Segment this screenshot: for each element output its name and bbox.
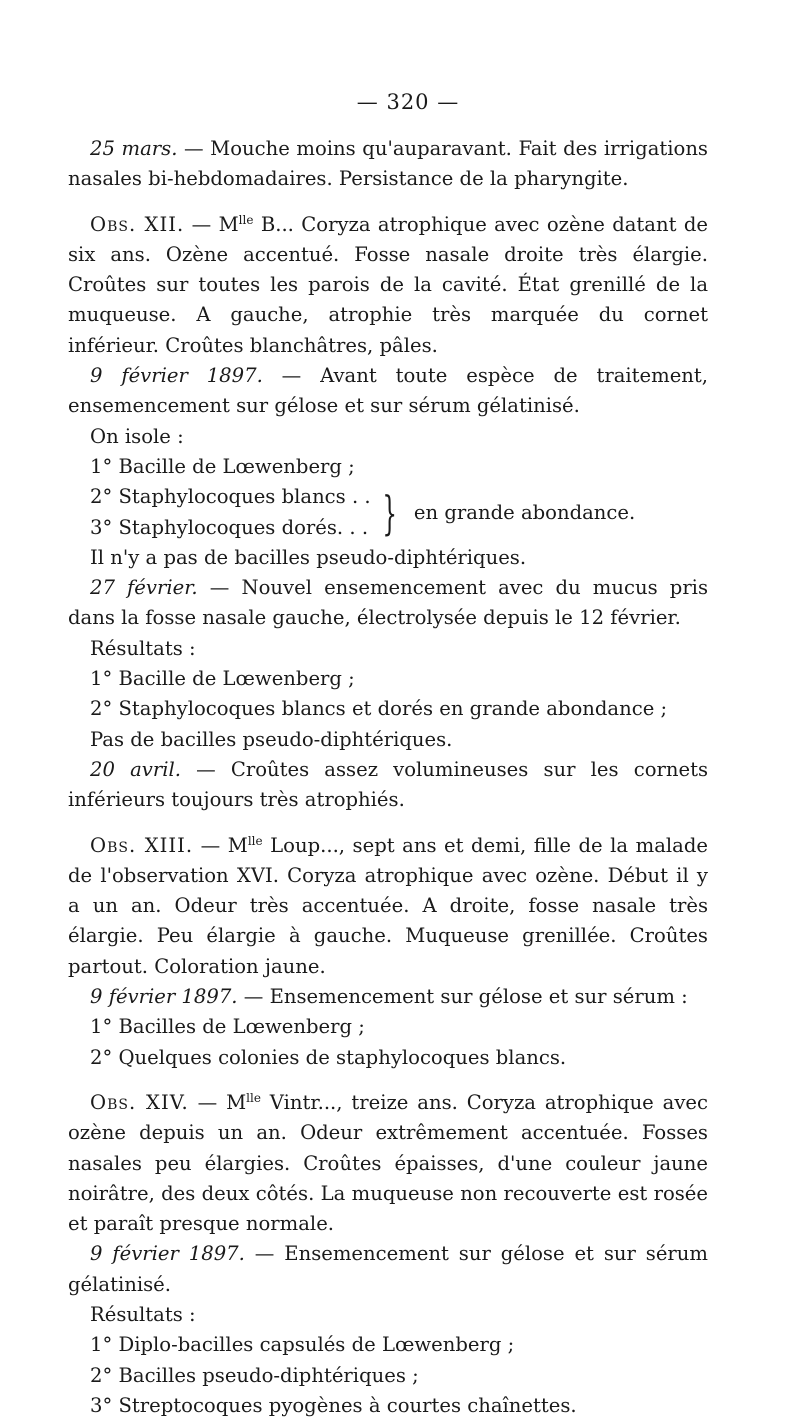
obs-xiv-r1: 1° Diplo-bacilles capsulés de Lœwenberg ; (90, 1333, 515, 1357)
obs-xiv-results: Résultats : (90, 1302, 196, 1326)
obs-xii-date2: 27 février. (90, 576, 198, 600)
obs-xiii-feb9 (68, 982, 708, 1012)
obs-xii-feb9 (68, 361, 708, 422)
obs-xii-r2: 2° Staphylocoques blancs et dorés en grande abondance ; (90, 697, 668, 721)
date-25-mars: 25 mars. (90, 137, 178, 160)
obs-xii-r1: 1° Bacille de Lœwenberg ; (90, 667, 355, 691)
obs-xiv-r2: 2° Bacilles pseudo-diphtériques ; (90, 1363, 419, 1387)
paragraph-25-mars (68, 134, 708, 195)
obs-xiii-date1: 9 février 1897. (90, 985, 238, 1009)
obs-xiii-text: Loup..., sept ans et demi, fille de la malade de l'observation XVI. Coryza atrophique avec ozène. Début il y a un an. Odeur très accentuée. A droite, fosse nasale très élargie. Peu élargie à gauche. Muqueuse grenillée. Croûtes partout. Coloration jaune. (68, 833, 708, 978)
obs-xii-text3: — Croûtes assez volumineuses sur les cornets inférieurs toujours très atrophiés. (68, 757, 708, 812)
obs-xiv-text1: — Ensemencement sur gélose et sur sérum gélatinisé. (68, 1242, 708, 1296)
obs-xii-text: B... Coryza atrophique avec ozène datant de six ans. Ozène accentué. Fosse nasale droite très élargie. Croûtes sur toutes les parois de la cavité. État grenillé de la muqueuse. A gauche, atrophie très marquée du cornet inférieur. Croûtes blanchâtres, pâles. (68, 212, 708, 357)
obs-xii-r3: Pas de bacilles pseudo-diphtériques. (90, 727, 453, 751)
obs-xii-intro (68, 210, 708, 361)
obs-xiv-text: Vintr..., treize ans. Coryza atrophique avec ozène depuis un an. Odeur extrêmement accentuée. Fosses nasales peu élargies. Croûtes épaisses, d'une couleur jaune noirâtre, des deux côtés. La muqueuse non recouverte est rosée et paraît presque normale. (68, 1090, 708, 1236)
obs-xii-results: Résultats : (90, 636, 196, 660)
obs-xii-brace-text: en grande abondance. (413, 501, 636, 525)
obs-xiv-sup: lle (246, 1090, 261, 1105)
obs-xiii-intro (68, 831, 708, 982)
obs-xiv-date1: 9 février 1897. (90, 1242, 245, 1266)
page-number: — 320 — (356, 90, 460, 114)
obs-xiii-item2: 2° Quelques colonies de staphylocoques blancs. (90, 1045, 567, 1069)
right-brace-glyph: } (381, 485, 397, 540)
obs-xii-text2: — Nouvel ensemencement avec du mucus pris dans la fosse nasale gauche, électrolysée depuis le 12 février. (68, 576, 709, 630)
obs-xiii-sup: lle (247, 833, 263, 848)
obs-xii-feb27 (68, 573, 708, 634)
obs-xii-item1: 1° Bacille de Lœwenberg ; (90, 454, 355, 478)
obs-xiv-r3: 3° Streptocoques pyogènes à courtes chaînettes. (90, 1393, 577, 1417)
obs-xiv-dash: — M (188, 1090, 247, 1114)
obs-xii-isole: On isole : (90, 424, 184, 448)
obs-xii-text1: — Avant toute espèce de traitement, ensemencement sur gélose et sur sérum gélatinisé. (68, 364, 709, 418)
obs-xii-avril (68, 755, 708, 816)
obs-xii-dash: — M (184, 212, 239, 236)
obs-xii-date1: 9 février 1897. (90, 364, 263, 388)
obs-xiii-label: Obs. XIII. (90, 833, 194, 857)
obs-xii-item2: 2° Staphylocoques blancs . . (90, 485, 371, 509)
obs-xii-date3: 20 avril. (90, 757, 181, 781)
obs-xii-item3: 3° Staphylocoques dorés. . . (90, 515, 369, 539)
obs-xiv-feb9 (68, 1239, 708, 1300)
obs-xii-no-pseudo: Il n'y a pas de bacilles pseudo-diphtériques. (90, 545, 527, 569)
obs-xiii-item1: 1° Bacilles de Lœwenberg ; (90, 1015, 365, 1039)
obs-xii-brace-group (68, 482, 708, 543)
obs-xii-sup: lle (238, 212, 254, 227)
text-25-mars: — Mouche moins qu'auparavant. Fait des irrigations nasales bi-hebdomadaires. Persistance de la pharyngite. (68, 137, 708, 191)
obs-xii-label: Obs. XII. (90, 212, 185, 236)
obs-xiv-label: Obs. XIV. (90, 1090, 189, 1114)
obs-xiii-dash: — M (193, 833, 248, 857)
obs-xiv-intro (68, 1088, 708, 1239)
obs-xiii-text1: — Ensemencement sur gélose et sur sérum : (237, 985, 688, 1009)
